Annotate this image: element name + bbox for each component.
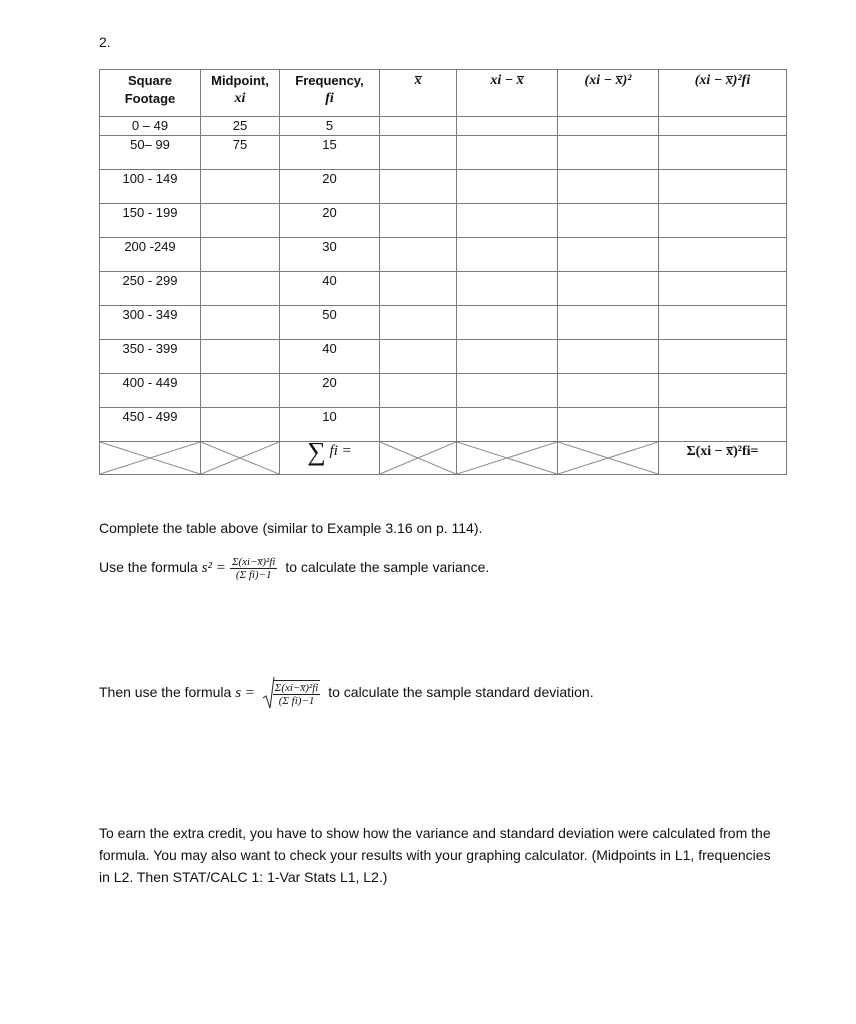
cell-blank[interactable]: [457, 117, 558, 136]
cell-frequency: 40: [280, 340, 380, 374]
table-row: [100, 117, 787, 136]
cell-range: 50– 99: [100, 136, 201, 170]
cell-blank[interactable]: [659, 340, 787, 374]
complete-table-instruction: Complete the table above (similar to Example 3.16 on p. 114).: [99, 520, 483, 536]
cell-range: 200 -249: [100, 238, 201, 272]
cell-blank[interactable]: [380, 136, 457, 170]
table-row: [100, 306, 787, 340]
table-row: [100, 374, 787, 408]
header-math: (xi − x̅)²: [584, 73, 632, 88]
stddev-fraction: [273, 680, 321, 707]
cell-blank[interactable]: [457, 306, 558, 340]
cell-blank[interactable]: [659, 374, 787, 408]
cell-blank[interactable]: [457, 204, 558, 238]
variance-prefix: Use the formula: [99, 559, 202, 576]
cell-blank[interactable]: [659, 272, 787, 306]
cell-range: 100 - 149: [100, 170, 201, 204]
crossed-cell: [380, 442, 457, 475]
cell-midpoint[interactable]: [201, 272, 280, 306]
header-line: Midpoint,: [211, 73, 269, 88]
cell-midpoint[interactable]: [201, 306, 280, 340]
cell-midpoint: 25: [201, 117, 280, 136]
cell-frequency: 30: [280, 238, 380, 272]
cell-frequency: 10: [280, 408, 380, 442]
variance-lhs: s² =: [201, 560, 226, 577]
cell-range: 300 - 349: [100, 306, 201, 340]
cell-blank[interactable]: [558, 204, 659, 238]
cell-frequency: 50: [280, 306, 380, 340]
stddev-lhs: s =: [235, 685, 255, 702]
header-math: x̅: [414, 73, 422, 88]
variance-denominator: (Σ fi)−1: [235, 569, 272, 581]
sum-product-label: Σ(xi − x̅)²fi=: [686, 444, 759, 459]
cell-frequency: 20: [280, 204, 380, 238]
header-squared-deviation: [558, 70, 659, 117]
cell-midpoint[interactable]: [201, 408, 280, 442]
crossed-cell: [100, 442, 201, 475]
cell-blank[interactable]: [457, 238, 558, 272]
cell-range: 350 - 399: [100, 340, 201, 374]
header-math: xi: [234, 91, 246, 106]
cell-blank[interactable]: [457, 408, 558, 442]
table-row: [100, 272, 787, 306]
cell-midpoint[interactable]: [201, 204, 280, 238]
sum-frequency-label: fi =: [329, 443, 352, 459]
header-deviation: [457, 70, 558, 117]
header-midpoint: [201, 70, 280, 117]
cell-frequency: 40: [280, 272, 380, 306]
stddev-numerator: Σ(xi−x̅)²fi: [274, 682, 319, 694]
table-row: [100, 136, 787, 170]
variance-fraction: [230, 556, 278, 581]
stddev-prefix: Then use the formula: [99, 684, 236, 701]
cell-blank[interactable]: [558, 306, 659, 340]
sum-product-cell[interactable]: [659, 442, 787, 475]
sigma-icon: ∑: [307, 437, 326, 466]
sum-frequency-cell[interactable]: [280, 437, 380, 475]
header-math: (xi − x̅)²fi: [694, 73, 751, 88]
header-line: Square: [127, 73, 173, 88]
cell-frequency: 15: [280, 136, 380, 170]
cell-blank[interactable]: [659, 170, 787, 204]
table-row: [100, 204, 787, 238]
table-row: [100, 408, 787, 442]
cell-blank[interactable]: [457, 374, 558, 408]
header-math: fi: [325, 91, 334, 106]
cell-blank[interactable]: [380, 340, 457, 374]
cell-range: 400 - 449: [100, 374, 201, 408]
header-line: Frequency,: [295, 73, 364, 88]
stddev-suffix: to calculate the sample standard deviation.: [328, 684, 594, 701]
cell-blank[interactable]: [558, 238, 659, 272]
cell-blank[interactable]: [659, 136, 787, 170]
cell-range: 250 - 299: [100, 272, 201, 306]
header-square-footage: [100, 70, 201, 117]
cell-midpoint[interactable]: [201, 170, 280, 204]
table-row: [100, 238, 787, 272]
cell-range: 450 - 499: [100, 408, 201, 442]
cell-midpoint[interactable]: [201, 374, 280, 408]
cell-blank[interactable]: [457, 340, 558, 374]
summary-row: [100, 442, 787, 475]
question-number: 2.: [99, 34, 111, 50]
cell-midpoint[interactable]: [201, 238, 280, 272]
cell-blank[interactable]: [659, 204, 787, 238]
cell-blank[interactable]: [457, 272, 558, 306]
cell-blank[interactable]: [380, 306, 457, 340]
header-mean: [380, 70, 457, 117]
cell-blank[interactable]: [457, 136, 558, 170]
header-line: Footage: [124, 91, 176, 106]
square-root-icon: [263, 680, 321, 707]
cell-blank[interactable]: [659, 408, 787, 442]
header-frequency: [280, 70, 380, 117]
frequency-table: [99, 69, 787, 475]
cell-frequency: 20: [280, 170, 380, 204]
stddev-denominator: (Σ fi)−1: [278, 695, 315, 707]
crossed-cell: [558, 442, 659, 475]
cell-blank[interactable]: [558, 117, 659, 136]
cell-blank[interactable]: [380, 238, 457, 272]
cell-frequency: 20: [280, 374, 380, 408]
cell-blank[interactable]: [380, 170, 457, 204]
extra-credit-paragraph: To earn the extra credit, you have to show how the variance and standard deviation were calculated from the formula. You may also want to check your results with your graphing calculator. (Midpoints in L1, frequencies in L2. Then STAT/CALC 1: 1-Var Stats L1, L2.): [99, 825, 771, 885]
variance-numerator: Σ(xi−x̅)²fi: [231, 556, 276, 568]
cell-blank[interactable]: [380, 204, 457, 238]
table-header-row: [100, 70, 787, 117]
cell-blank[interactable]: [558, 374, 659, 408]
cell-blank[interactable]: [659, 117, 787, 136]
cell-blank[interactable]: [558, 408, 659, 442]
variance-formula-line: [99, 556, 489, 581]
cell-blank[interactable]: [659, 238, 787, 272]
header-math: xi − x̅: [490, 73, 524, 88]
table-row: [100, 340, 787, 374]
cell-blank[interactable]: [558, 170, 659, 204]
cell-blank[interactable]: [380, 374, 457, 408]
cell-blank[interactable]: [380, 272, 457, 306]
cell-blank[interactable]: [457, 170, 558, 204]
cell-frequency: 5: [280, 117, 380, 136]
crossed-cell: [201, 442, 280, 475]
variance-suffix: to calculate the sample variance.: [285, 559, 490, 576]
cell-blank[interactable]: [659, 306, 787, 340]
table-row: [100, 170, 787, 204]
cell-midpoint: 75: [201, 136, 280, 170]
cell-blank[interactable]: [380, 117, 457, 136]
header-weighted-squared-deviation: [659, 70, 787, 117]
cell-range: 150 - 199: [100, 204, 201, 238]
cell-blank[interactable]: [558, 272, 659, 306]
stddev-formula-line: [99, 680, 594, 707]
cell-blank[interactable]: [380, 408, 457, 442]
cell-range: 0 – 49: [100, 117, 201, 136]
cell-blank[interactable]: [558, 136, 659, 170]
cell-blank[interactable]: [558, 340, 659, 374]
cell-midpoint[interactable]: [201, 340, 280, 374]
crossed-cell: [457, 442, 558, 475]
